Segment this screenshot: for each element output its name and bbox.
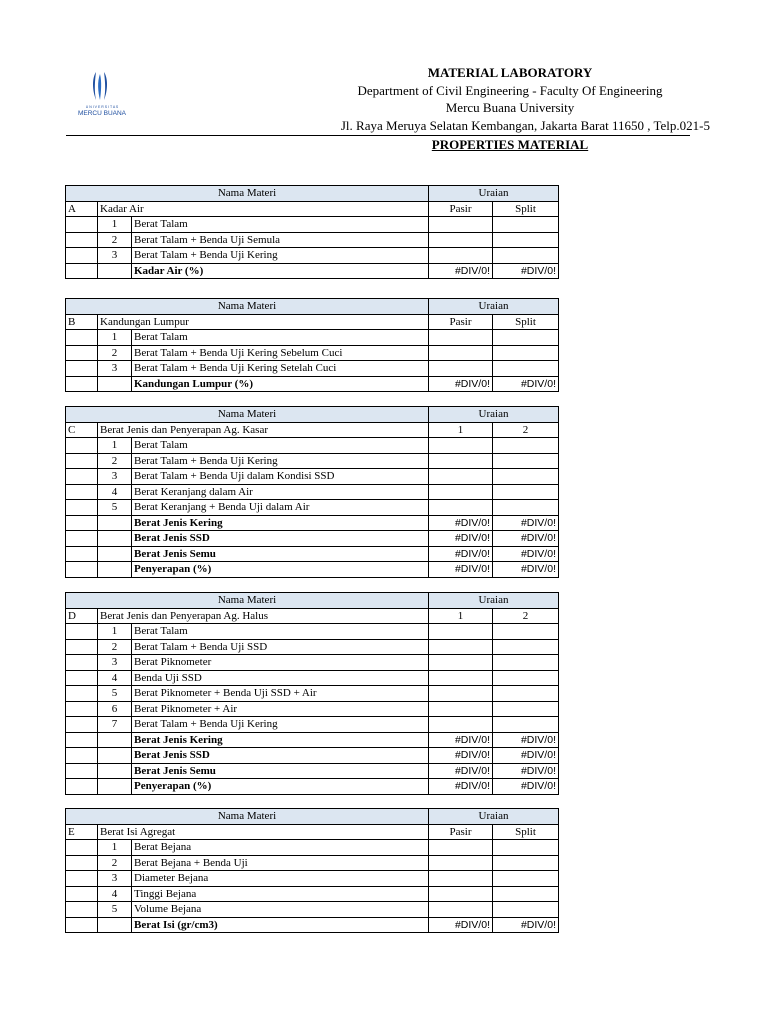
item-number: 5 bbox=[98, 902, 132, 918]
value-cell-2[interactable] bbox=[493, 886, 559, 902]
value-cell-2[interactable] bbox=[493, 670, 559, 686]
empty-cell bbox=[66, 469, 98, 485]
table-row bbox=[66, 855, 559, 871]
empty-cell bbox=[98, 531, 132, 547]
table-row bbox=[66, 624, 559, 640]
value-cell-1[interactable] bbox=[429, 500, 493, 516]
result-label: Berat Jenis Kering bbox=[132, 732, 429, 748]
material-table-e bbox=[65, 808, 559, 933]
value-cell-1[interactable] bbox=[429, 248, 493, 264]
column-label-1: 1 bbox=[429, 608, 493, 624]
table-row bbox=[66, 686, 559, 702]
table-header-row bbox=[66, 299, 559, 315]
result-row bbox=[66, 779, 559, 795]
section-letter: E bbox=[66, 824, 98, 840]
value-cell-2[interactable] bbox=[493, 330, 559, 346]
lab-title: MATERIAL LABORATORY bbox=[427, 65, 593, 80]
column-label-1: Pasir bbox=[429, 201, 493, 217]
item-number: 4 bbox=[98, 484, 132, 500]
material-table-a bbox=[65, 185, 559, 279]
table-row bbox=[66, 469, 559, 485]
empty-cell bbox=[98, 376, 132, 392]
result-value-2: #DIV/0! bbox=[493, 263, 559, 279]
column-label-2: 2 bbox=[493, 608, 559, 624]
item-label: Tinggi Bejana bbox=[132, 886, 429, 902]
result-row bbox=[66, 732, 559, 748]
empty-cell bbox=[66, 855, 98, 871]
empty-cell bbox=[66, 902, 98, 918]
item-label: Berat Bejana + Benda Uji bbox=[132, 855, 429, 871]
column-label-1: 1 bbox=[429, 422, 493, 438]
table-row bbox=[66, 330, 559, 346]
value-cell-1[interactable] bbox=[429, 840, 493, 856]
result-label: Berat Jenis Semu bbox=[132, 546, 429, 562]
result-label: Kandungan Lumpur (%) bbox=[132, 376, 429, 392]
university-line: Mercu Buana University bbox=[445, 100, 575, 115]
empty-cell bbox=[66, 917, 98, 933]
result-value-1: #DIV/0! bbox=[429, 748, 493, 764]
table-row bbox=[66, 639, 559, 655]
empty-cell bbox=[66, 655, 98, 671]
section-title: Kadar Air bbox=[98, 201, 429, 217]
item-label: Berat Talam + Benda Uji Kering bbox=[132, 453, 429, 469]
section-letter: C bbox=[66, 422, 98, 438]
column-label-2: Split bbox=[493, 314, 559, 330]
nama-materi-header: Nama Materi bbox=[66, 593, 429, 609]
empty-cell bbox=[66, 330, 98, 346]
value-cell-2[interactable] bbox=[493, 855, 559, 871]
empty-cell bbox=[66, 886, 98, 902]
empty-cell bbox=[66, 531, 98, 547]
value-cell-2[interactable] bbox=[493, 871, 559, 887]
column-label-2: Split bbox=[493, 824, 559, 840]
empty-cell bbox=[66, 686, 98, 702]
item-label: Berat Talam + Benda Uji Semula bbox=[132, 232, 429, 248]
empty-cell bbox=[66, 484, 98, 500]
empty-cell bbox=[66, 546, 98, 562]
empty-cell bbox=[98, 763, 132, 779]
item-number: 7 bbox=[98, 717, 132, 733]
item-label: Berat Talam + Benda Uji Kering Setelah Cuci bbox=[132, 361, 429, 377]
table-row bbox=[66, 484, 559, 500]
item-label: Berat Keranjang + Benda Uji dalam Air bbox=[132, 500, 429, 516]
empty-cell bbox=[66, 748, 98, 764]
item-label: Berat Talam + Benda Uji dalam Kondisi SSD bbox=[132, 469, 429, 485]
address-line: Jl. Raya Meruya Selatan Kembangan, Jakarta Barat 11650 , Telp.021-5 bbox=[340, 118, 710, 133]
value-cell-2[interactable] bbox=[493, 361, 559, 377]
value-cell-2[interactable] bbox=[493, 469, 559, 485]
empty-cell bbox=[66, 361, 98, 377]
section-letter: B bbox=[66, 314, 98, 330]
column-label-1: Pasir bbox=[429, 314, 493, 330]
empty-cell bbox=[66, 232, 98, 248]
result-value-2: #DIV/0! bbox=[493, 917, 559, 933]
item-label: Berat Talam bbox=[132, 438, 429, 454]
section-row bbox=[66, 824, 559, 840]
value-cell-1[interactable] bbox=[429, 217, 493, 233]
empty-cell bbox=[66, 639, 98, 655]
item-number: 2 bbox=[98, 855, 132, 871]
item-label: Berat Talam bbox=[132, 330, 429, 346]
item-label: Volume Bejana bbox=[132, 902, 429, 918]
result-row bbox=[66, 748, 559, 764]
section-row bbox=[66, 608, 559, 624]
value-cell-1[interactable] bbox=[429, 330, 493, 346]
table-header-row bbox=[66, 593, 559, 609]
value-cell-1[interactable] bbox=[429, 484, 493, 500]
result-value-1: #DIV/0! bbox=[429, 732, 493, 748]
value-cell-1[interactable] bbox=[429, 469, 493, 485]
value-cell-2[interactable] bbox=[493, 902, 559, 918]
item-label: Berat Piknometer + Air bbox=[132, 701, 429, 717]
empty-cell bbox=[98, 263, 132, 279]
svg-text:U N I V E R S I T A S: U N I V E R S I T A S bbox=[85, 105, 119, 109]
value-cell-2[interactable] bbox=[493, 232, 559, 248]
material-table-b bbox=[65, 298, 559, 392]
table-row bbox=[66, 453, 559, 469]
item-label: Berat Keranjang dalam Air bbox=[132, 484, 429, 500]
result-row bbox=[66, 515, 559, 531]
value-cell-1[interactable] bbox=[429, 639, 493, 655]
item-label: Berat Talam + Benda Uji Kering Sebelum Cuci bbox=[132, 345, 429, 361]
empty-cell bbox=[98, 917, 132, 933]
empty-cell bbox=[66, 500, 98, 516]
value-cell-1[interactable] bbox=[429, 670, 493, 686]
value-cell-2[interactable] bbox=[493, 639, 559, 655]
result-value-1: #DIV/0! bbox=[429, 531, 493, 547]
empty-cell bbox=[66, 840, 98, 856]
table-row bbox=[66, 902, 559, 918]
item-number: 1 bbox=[98, 217, 132, 233]
item-number: 3 bbox=[98, 871, 132, 887]
value-cell-1[interactable] bbox=[429, 871, 493, 887]
table-row bbox=[66, 500, 559, 516]
item-number: 4 bbox=[98, 670, 132, 686]
item-number: 2 bbox=[98, 639, 132, 655]
item-label: Berat Talam bbox=[132, 217, 429, 233]
value-cell-1[interactable] bbox=[429, 902, 493, 918]
empty-cell bbox=[66, 217, 98, 233]
result-label: Kadar Air (%) bbox=[132, 263, 429, 279]
value-cell-1[interactable] bbox=[429, 655, 493, 671]
value-cell-1[interactable] bbox=[429, 686, 493, 702]
item-number: 3 bbox=[98, 361, 132, 377]
empty-cell bbox=[66, 345, 98, 361]
result-row bbox=[66, 917, 559, 933]
table-row bbox=[66, 232, 559, 248]
column-label-2: Split bbox=[493, 201, 559, 217]
table-row bbox=[66, 840, 559, 856]
empty-cell bbox=[98, 732, 132, 748]
value-cell-2[interactable] bbox=[493, 345, 559, 361]
result-value-1: #DIV/0! bbox=[429, 515, 493, 531]
value-cell-2[interactable] bbox=[493, 248, 559, 264]
empty-cell bbox=[98, 515, 132, 531]
item-label: Berat Talam + Benda Uji Kering bbox=[132, 248, 429, 264]
empty-cell bbox=[66, 438, 98, 454]
result-value-2: #DIV/0! bbox=[493, 376, 559, 392]
value-cell-1[interactable] bbox=[429, 345, 493, 361]
value-cell-2[interactable] bbox=[493, 717, 559, 733]
table-row bbox=[66, 717, 559, 733]
result-value-1: #DIV/0! bbox=[429, 263, 493, 279]
result-row bbox=[66, 763, 559, 779]
item-label: Berat Talam + Benda Uji SSD bbox=[132, 639, 429, 655]
value-cell-1[interactable] bbox=[429, 361, 493, 377]
empty-cell bbox=[66, 562, 98, 578]
nama-materi-header: Nama Materi bbox=[66, 186, 429, 202]
result-value-1: #DIV/0! bbox=[429, 546, 493, 562]
result-value-1: #DIV/0! bbox=[429, 917, 493, 933]
value-cell-1[interactable] bbox=[429, 701, 493, 717]
empty-cell bbox=[98, 546, 132, 562]
item-number: 1 bbox=[98, 438, 132, 454]
uraian-header: Uraian bbox=[429, 809, 559, 825]
result-label: Penyerapan (%) bbox=[132, 779, 429, 795]
value-cell-1[interactable] bbox=[429, 855, 493, 871]
result-value-2: #DIV/0! bbox=[493, 531, 559, 547]
item-label: Berat Bejana bbox=[132, 840, 429, 856]
result-value-2: #DIV/0! bbox=[493, 748, 559, 764]
result-label: Berat Jenis SSD bbox=[132, 748, 429, 764]
item-label: Berat Piknometer bbox=[132, 655, 429, 671]
result-value-1: #DIV/0! bbox=[429, 779, 493, 795]
table-row bbox=[66, 871, 559, 887]
item-number: 4 bbox=[98, 886, 132, 902]
result-row bbox=[66, 376, 559, 392]
item-number: 3 bbox=[98, 469, 132, 485]
uraian-header: Uraian bbox=[429, 299, 559, 315]
section-row bbox=[66, 314, 559, 330]
result-row bbox=[66, 531, 559, 547]
table-header-row bbox=[66, 809, 559, 825]
table-row bbox=[66, 438, 559, 454]
table-row bbox=[66, 217, 559, 233]
table-row bbox=[66, 670, 559, 686]
empty-cell bbox=[66, 515, 98, 531]
item-label: Berat Talam + Benda Uji Kering bbox=[132, 717, 429, 733]
result-row bbox=[66, 546, 559, 562]
item-number: 3 bbox=[98, 655, 132, 671]
item-number: 2 bbox=[98, 453, 132, 469]
table-row bbox=[66, 248, 559, 264]
section-row bbox=[66, 201, 559, 217]
table-row bbox=[66, 345, 559, 361]
result-value-1: #DIV/0! bbox=[429, 376, 493, 392]
empty-cell bbox=[66, 453, 98, 469]
section-title: Kandungan Lumpur bbox=[98, 314, 429, 330]
item-number: 2 bbox=[98, 232, 132, 248]
empty-cell bbox=[66, 763, 98, 779]
material-table-c bbox=[65, 406, 559, 578]
value-cell-2[interactable] bbox=[493, 701, 559, 717]
column-label-2: 2 bbox=[493, 422, 559, 438]
empty-cell bbox=[66, 779, 98, 795]
value-cell-1[interactable] bbox=[429, 624, 493, 640]
section-title: Berat Isi Agregat bbox=[98, 824, 429, 840]
value-cell-1[interactable] bbox=[429, 453, 493, 469]
result-label: Berat Jenis Kering bbox=[132, 515, 429, 531]
section-row bbox=[66, 422, 559, 438]
result-value-2: #DIV/0! bbox=[493, 779, 559, 795]
uraian-header: Uraian bbox=[429, 407, 559, 423]
uraian-header: Uraian bbox=[429, 593, 559, 609]
result-value-2: #DIV/0! bbox=[493, 732, 559, 748]
result-value-1: #DIV/0! bbox=[429, 763, 493, 779]
empty-cell bbox=[66, 376, 98, 392]
table-row bbox=[66, 361, 559, 377]
result-label: Berat Jenis SSD bbox=[132, 531, 429, 547]
empty-cell bbox=[66, 732, 98, 748]
column-label-1: Pasir bbox=[429, 824, 493, 840]
item-label: Berat Piknometer + Benda Uji SSD + Air bbox=[132, 686, 429, 702]
item-number: 2 bbox=[98, 345, 132, 361]
item-number: 1 bbox=[98, 330, 132, 346]
value-cell-1[interactable] bbox=[429, 232, 493, 248]
result-value-2: #DIV/0! bbox=[493, 546, 559, 562]
svg-text:MERCU BUANA: MERCU BUANA bbox=[77, 110, 127, 117]
value-cell-2[interactable] bbox=[493, 686, 559, 702]
item-number: 6 bbox=[98, 701, 132, 717]
value-cell-1[interactable] bbox=[429, 438, 493, 454]
table-header-row bbox=[66, 186, 559, 202]
section-title: Berat Jenis dan Penyerapan Ag. Kasar bbox=[98, 422, 429, 438]
result-row bbox=[66, 263, 559, 279]
item-label: Benda Uji SSD bbox=[132, 670, 429, 686]
section-letter: A bbox=[66, 201, 98, 217]
table-row bbox=[66, 701, 559, 717]
uraian-header: Uraian bbox=[429, 186, 559, 202]
empty-cell bbox=[66, 717, 98, 733]
value-cell-2[interactable] bbox=[493, 453, 559, 469]
department-line: Department of Civil Engineering - Faculty Of Engineering bbox=[357, 83, 663, 98]
empty-cell bbox=[66, 624, 98, 640]
result-label: Berat Isi (gr/cm3) bbox=[132, 917, 429, 933]
value-cell-1[interactable] bbox=[429, 886, 493, 902]
nama-materi-header: Nama Materi bbox=[66, 809, 429, 825]
item-number: 5 bbox=[98, 500, 132, 516]
item-number: 1 bbox=[98, 840, 132, 856]
result-label: Penyerapan (%) bbox=[132, 562, 429, 578]
value-cell-2[interactable] bbox=[493, 438, 559, 454]
section-letter: D bbox=[66, 608, 98, 624]
result-value-2: #DIV/0! bbox=[493, 515, 559, 531]
section-title: Berat Jenis dan Penyerapan Ag. Halus bbox=[98, 608, 429, 624]
result-label: Berat Jenis Semu bbox=[132, 763, 429, 779]
value-cell-2[interactable] bbox=[493, 217, 559, 233]
empty-cell bbox=[66, 263, 98, 279]
value-cell-2[interactable] bbox=[493, 655, 559, 671]
mercu-buana-logo bbox=[72, 70, 132, 120]
document-subtitle: PROPERTIES MATERIAL bbox=[431, 137, 589, 152]
item-number: 5 bbox=[98, 686, 132, 702]
value-cell-2[interactable] bbox=[493, 500, 559, 516]
table-header-row bbox=[66, 407, 559, 423]
empty-cell bbox=[66, 248, 98, 264]
item-number: 3 bbox=[98, 248, 132, 264]
material-table-d bbox=[65, 592, 559, 795]
result-value-1: #DIV/0! bbox=[429, 562, 493, 578]
result-value-2: #DIV/0! bbox=[493, 763, 559, 779]
empty-cell bbox=[98, 562, 132, 578]
empty-cell bbox=[98, 779, 132, 795]
table-row bbox=[66, 886, 559, 902]
empty-cell bbox=[98, 748, 132, 764]
value-cell-2[interactable] bbox=[493, 624, 559, 640]
empty-cell bbox=[66, 871, 98, 887]
item-number: 1 bbox=[98, 624, 132, 640]
result-row bbox=[66, 562, 559, 578]
value-cell-2[interactable] bbox=[493, 840, 559, 856]
empty-cell bbox=[66, 670, 98, 686]
table-row bbox=[66, 655, 559, 671]
value-cell-1[interactable] bbox=[429, 717, 493, 733]
nama-materi-header: Nama Materi bbox=[66, 299, 429, 315]
empty-cell bbox=[66, 701, 98, 717]
nama-materi-header: Nama Materi bbox=[66, 407, 429, 423]
value-cell-2[interactable] bbox=[493, 484, 559, 500]
item-label: Berat Talam bbox=[132, 624, 429, 640]
result-value-2: #DIV/0! bbox=[493, 562, 559, 578]
item-label: Diameter Bejana bbox=[132, 871, 429, 887]
